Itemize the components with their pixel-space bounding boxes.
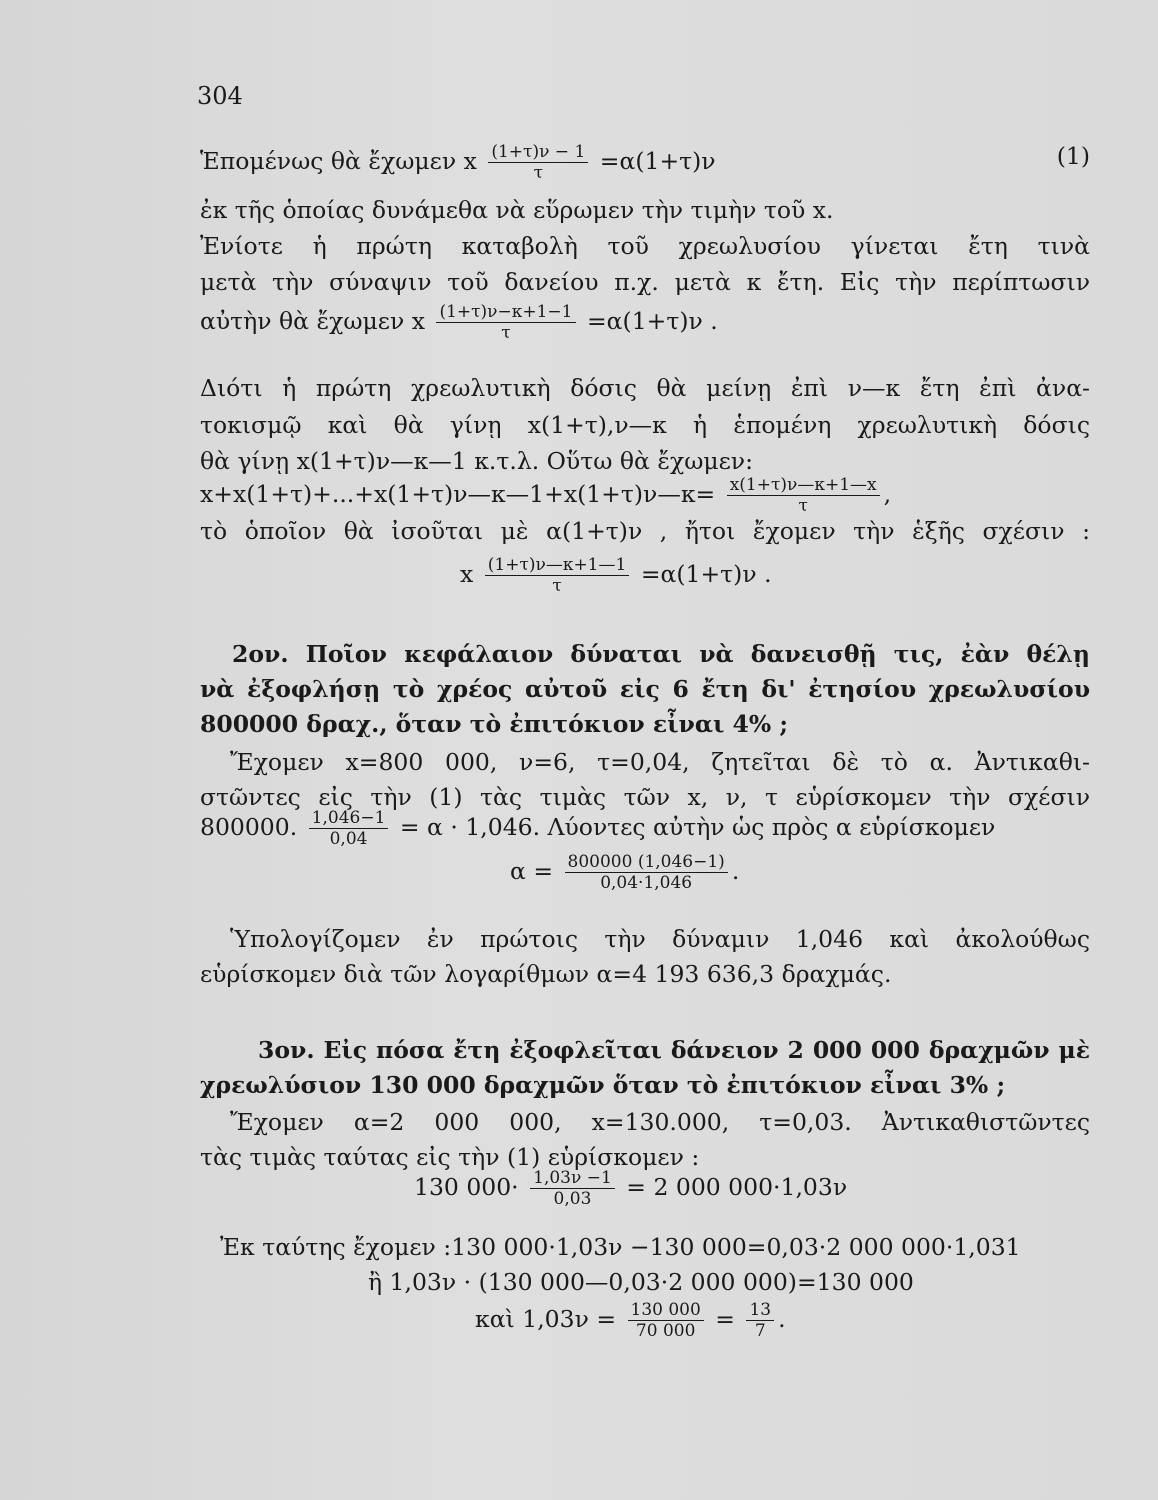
text: Ἑπομένως θὰ ἔχωμεν x [200, 147, 477, 175]
equation-line-3: x+x(1+τ)+...+x(1+τ)ν—κ—1+x(1+τ)ν—κ= $\frac{x(1+\tau)\nu—\kappa+1—x}{\tau}$ , [200, 475, 892, 516]
numerator: (1+τ)ν−κ+1−1 [436, 302, 575, 323]
equation-line-7 [414, 1168, 1014, 1209]
text-line: στῶντες εἰς τὴν (1) τὰς τιμὰς τῶν x, ν, τ εὑρίσκομεν τὴν σχέσιν [200, 783, 1090, 811]
text: καὶ 1,03ν = [475, 1305, 617, 1333]
numerator: 1,046−1 [309, 808, 389, 829]
equation-line-2 [200, 302, 1090, 343]
text: 800000. [200, 813, 298, 841]
fraction [727, 475, 880, 516]
rhs: =α(1+τ)ν [599, 147, 716, 175]
denominator: τ [552, 576, 562, 596]
denominator: τ [533, 163, 544, 183]
numerator: 1,03ν −1 [530, 1168, 615, 1189]
text: . [778, 1305, 786, 1333]
fraction [565, 852, 728, 893]
text: . [731, 857, 740, 885]
text-line: τὰς τιμὰς ταύτας εἰς τὴν (1) εὑρίσκομεν : [200, 1143, 700, 1171]
equation-line-4 [460, 555, 1060, 596]
text-line: τὸ ὁποῖον θὰ ἰσοῦται μὲ α(1+τ)ν , ἤτοι ἔχομεν τὴν ἑξῆς σχέσιν : [200, 517, 1090, 545]
numerator: 800000 (1,046−1) [565, 852, 728, 873]
numerator: (1+τ)ν − 1 [488, 142, 588, 163]
text-line: Ἐκ ταύτης ἔχομεν :130 000·1,03ν −130 000=0,03·2 000 000·1,031 [220, 1233, 1021, 1261]
numerator: x(1+τ)ν—κ+1—x [727, 475, 880, 496]
equation-number: (1) [1056, 142, 1090, 170]
problem-heading: χρεωλύσιον 130 000 δραχμῶν ὅταν τὸ ἐπιτόκιον εἶναι 3% ; [200, 1071, 1006, 1099]
denominator: τ [798, 496, 808, 516]
fraction [436, 302, 575, 343]
rhs: =α(1+τ)ν . [640, 560, 772, 588]
text: α = [510, 857, 554, 885]
fraction [309, 808, 389, 849]
text: x [460, 560, 474, 588]
fraction [746, 1300, 774, 1341]
text-line: θὰ γίνῃ x(1+τ)ν—κ—1 κ.τ.λ. Οὕτω θὰ ἔχωμεν: [200, 447, 754, 475]
numerator: (1+τ)ν—κ+1—1 [485, 555, 630, 576]
text-line: Ὑπολογίζομεν ἐν πρώτοις τὴν δύναμιν 1,046 καὶ ἀκολούθως [230, 925, 1090, 953]
denominator: 70 000 [635, 1321, 696, 1341]
text-line: μετὰ τὴν σύναψιν τοῦ δανείου π.χ. μετὰ κ ἔτη. Εἰς τὴν περίπτωσιν [200, 268, 1090, 296]
equation-line-5 [200, 808, 1090, 849]
text: x+x(1+τ)+...+x(1+τ)ν—κ—1+x(1+τ)ν—κ= [200, 480, 716, 508]
text: 130 000· [414, 1173, 519, 1201]
text-line: ἢ 1,03ν · (130 000—0,03·2 000 000)=130 000 [368, 1268, 914, 1296]
page-number: 304 [197, 82, 243, 110]
fraction [488, 142, 588, 183]
fraction [485, 555, 630, 596]
text-line: Ἔχομεν α=2 000 000, x=130.000, τ=0,03. Ἀντικαθιστῶντες [230, 1108, 1090, 1136]
numerator: 13 [746, 1300, 774, 1321]
equation-line-6 [510, 852, 1010, 893]
problem-heading: 2ον. Ποῖον κεφάλαιον δύναται νὰ δανεισθῇ τις, ἐὰν θέλῃ [232, 640, 1090, 668]
text-line: Ἐνίοτε ἡ πρώτη καταβολὴ τοῦ χρεωλυσίου γίνεται ἔτη τινὰ [200, 232, 1090, 260]
denominator: 7 [754, 1321, 766, 1341]
text-line: Διότι ἡ πρώτη χρεωλυτικὴ δόσις θὰ μείνῃ ἐπὶ ν—κ ἔτη ἐπὶ ἀνα- [200, 374, 1090, 402]
numerator: 130 000 [628, 1300, 704, 1321]
text: = [715, 1305, 735, 1333]
fraction [628, 1300, 704, 1341]
text: = α · 1,046. Λύοντες αὐτὴν ὡς πρὸς α εὑρίσκομεν [399, 813, 996, 841]
text-line: τοκισμῷ καὶ θὰ γίνῃ x(1+τ),ν—κ ἡ ἑπομένη χρεωλυτικὴ δόσις [200, 411, 1090, 439]
equation-line-8 [475, 1300, 975, 1341]
text: αὐτὴν θὰ ἔχωμεν x [200, 307, 425, 335]
text-line: εὑρίσκομεν διὰ τῶν λογαρίθμων α=4 193 636,3 δραχμάς. [200, 960, 892, 988]
fraction [530, 1168, 615, 1209]
denominator: τ [501, 323, 511, 343]
denominator: 0,04·1,046 [600, 873, 693, 893]
rhs: =α(1+τ)ν . [586, 307, 718, 335]
denominator: 0,03 [553, 1189, 592, 1209]
problem-heading: 3ον. Εἰς πόσα ἔτη ἐξοφλεῖται δάνειον 2 000 000 δραχμῶν μὲ [258, 1036, 1090, 1064]
text: = 2 000 000·1,03ν [626, 1173, 848, 1201]
equation-line-1 [200, 142, 1090, 183]
problem-heading: νὰ ἐξοφλήσῃ τὸ χρέος αὐτοῦ εἰς 6 ἔτη δι' ἐτησίου χρεωλυσίου [200, 675, 1090, 703]
problem-heading: 800000 δραχ., ὅταν τὸ ἐπιτόκιον εἶναι 4% ; [200, 710, 789, 738]
text-line: ἐκ τῆς ὁποίας δυνάμεθα νὰ εὕρωμεν τὴν τιμὴν τοῦ x. [200, 196, 834, 224]
denominator: 0,04 [329, 829, 368, 849]
text-line: Ἔχομεν x=800 000, ν=6, τ=0,04, ζητεῖται δὲ τὸ α. Ἀντικαθι- [230, 748, 1090, 776]
